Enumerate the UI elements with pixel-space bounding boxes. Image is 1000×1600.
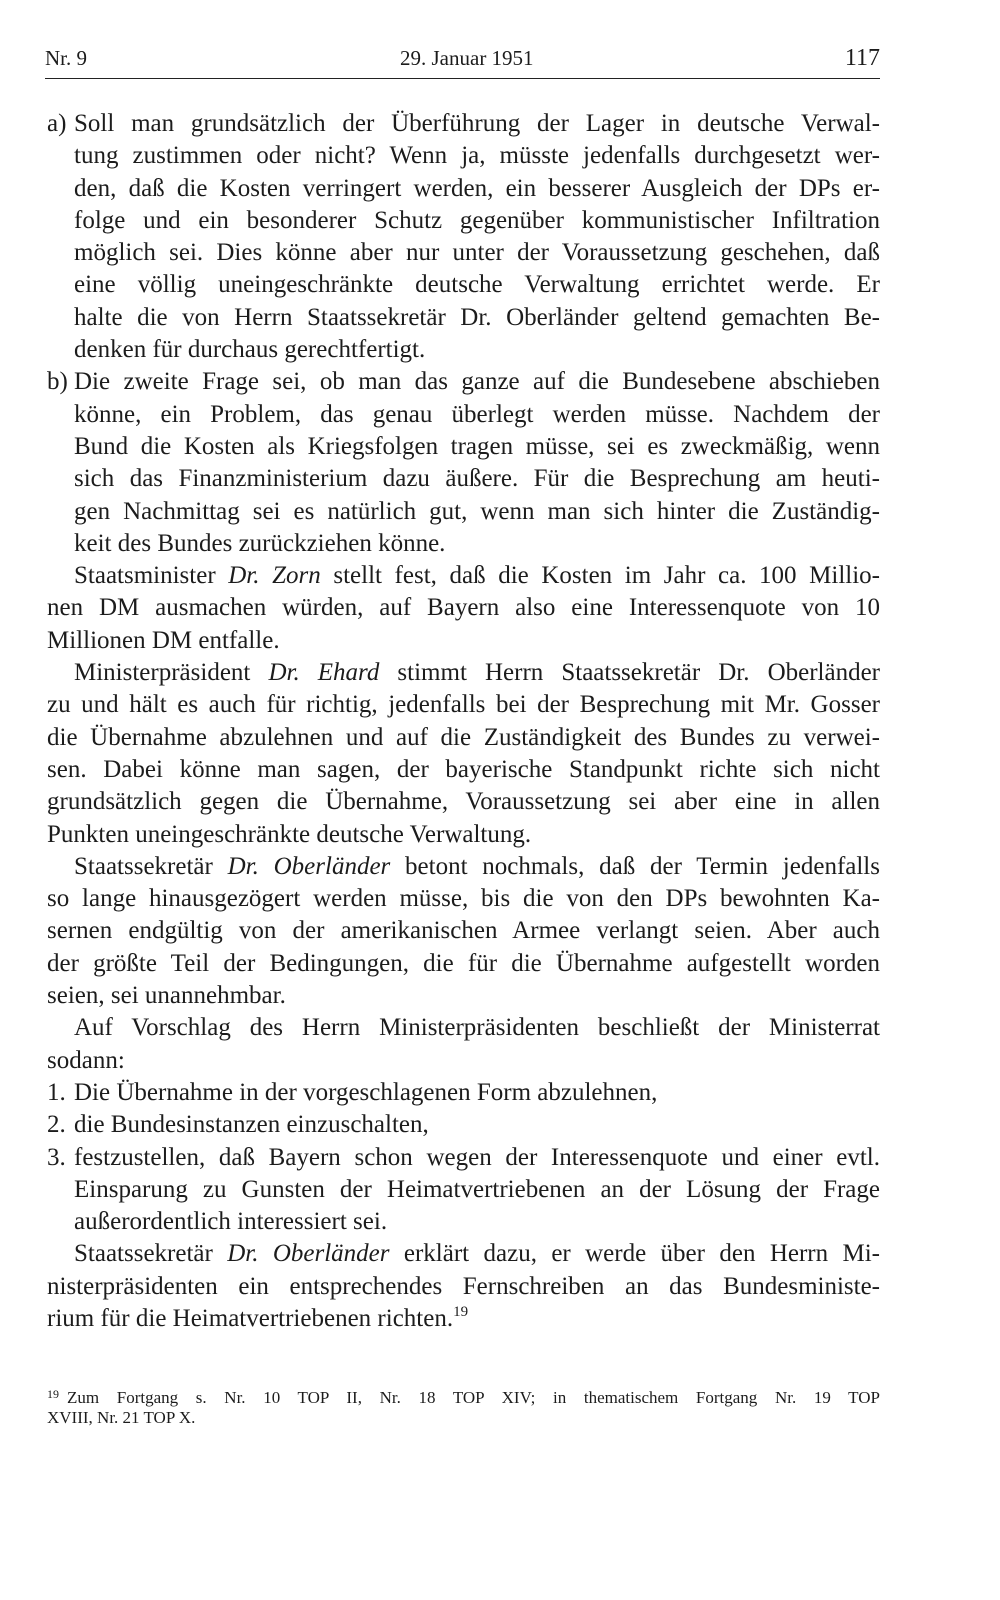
numbered-list <box>47 1077 880 1238</box>
text-line: zu und hält es auch für richtig, jedenfalls bei der Besprechung mit Mr. Gosser <box>47 691 880 719</box>
paragraph-resolution <box>47 1012 880 1077</box>
list-marker: 1. <box>47 1078 66 1106</box>
text-line: Millionen DM entfalle. <box>47 626 280 654</box>
text-line: erklärt dazu, er werde über den Herrn Mi- <box>389 1240 880 1268</box>
speaker-title: Staatssekretär <box>74 1240 228 1268</box>
document-body <box>47 108 880 1335</box>
paragraph-zorn <box>47 560 880 657</box>
footnote-text: Zum Fortgang s. Nr. 10 TOP II, Nr. 18 TOP XIV; in thematischem Fortgang Nr. 19 TOP <box>67 1388 880 1407</box>
document-number: Nr. 9 <box>45 46 87 70</box>
text-line: grundsätzlich gegen die Übernahme, Voraussetzung sei aber eine in allen <box>47 788 880 816</box>
text-line: die Bundesinstanzen einzuschalten, <box>74 1111 429 1139</box>
list-marker: b) <box>47 368 68 396</box>
running-header <box>45 42 880 79</box>
text-line: sen. Dabei könne man sagen, der bayerische Standpunkt richte sich nicht <box>47 755 880 783</box>
text-line: tung zustimmen oder nicht? Wenn ja, müsste jedenfalls durchgesetzt wer- <box>74 142 880 170</box>
text-line: die Übernahme abzulehnen und auf die Zuständigkeit des Bundes zu verwei- <box>47 723 880 751</box>
text-line: den, daß die Kosten verringert werden, ein besserer Ausgleich der DPs er- <box>74 174 880 202</box>
speaker-name: Dr. Oberländer <box>227 852 391 880</box>
text-line: nen DM ausmachen würden, auf Bayern also eine Interessenquote von 10 <box>47 594 880 622</box>
footnote-number: 19 <box>47 1387 59 1401</box>
footnote-reference[interactable]: 19 <box>453 1303 469 1320</box>
list-item-b <box>47 366 880 560</box>
footnote <box>47 1382 880 1430</box>
text-line: rium für die Heimatvertriebenen richten. <box>47 1304 454 1332</box>
text-line: der größte Teil der Bedingungen, die für die Übernahme aufgestellt worden <box>47 949 880 977</box>
text-line: folge und ein besonderer Schutz gegenüber kommunistischer Infiltration <box>74 206 880 234</box>
paragraph-oberlaender-2 <box>47 1238 880 1335</box>
text-line: seien, sei unannehmbar. <box>47 982 286 1010</box>
speaker-title: Ministerpräsident <box>74 659 269 687</box>
text-line: gen Nachmittag sei es natürlich gut, wenn man sich hinter die Zuständig- <box>74 497 880 525</box>
speaker-title: Staatssekretär <box>74 852 228 880</box>
speaker-name: Dr. Ehard <box>268 659 380 687</box>
list-item-1 <box>47 1077 880 1109</box>
text-line: sich das Finanzministerium dazu äußere. Für die Besprechung am heuti- <box>74 465 880 493</box>
text-line: sernen endgültig von der amerikanischen Armee verlangt seien. Aber auch <box>47 917 880 945</box>
text-line: Die zweite Frage sei, ob man das ganze auf die Bundesebene abschieben <box>74 368 880 396</box>
text-line: keit des Bundes zurückziehen könne. <box>74 529 446 557</box>
text-line: betont nochmals, daß der Termin jedenfalls <box>390 852 880 880</box>
text-line: Bund die Kosten als Kriegsfolgen tragen müsse, sei es zweckmäßig, wenn <box>74 432 880 460</box>
list-marker: a) <box>47 110 67 137</box>
text-line: stimmt Herrn Staatssekretär Dr. Oberländer <box>379 659 881 687</box>
text-line: Die Übernahme in der vorgeschlagenen Form abzulehnen, <box>74 1078 658 1106</box>
page-number: 117 <box>844 45 880 71</box>
text-line: sodann: <box>47 1046 125 1074</box>
text-line: Einsparung zu Gunsten der Heimatvertriebenen an der Lösung der Frage <box>74 1175 880 1203</box>
paragraph-oberlaender-1 <box>47 851 880 1012</box>
text-line: nisterpräsidenten ein entsprechendes Fernschreiben an das Bundesministe- <box>47 1272 880 1300</box>
text-line: denken für durchaus gerechtfertigt. <box>74 336 426 364</box>
speaker-name: Dr. Oberländer <box>227 1240 390 1268</box>
list-marker: 3. <box>47 1143 66 1171</box>
list-item-2 <box>47 1109 880 1141</box>
text-line: so lange hinausgezögert werden müsse, bis die von den DPs bewohnten Ka- <box>47 885 880 913</box>
text-line: stellt fest, daß die Kosten im Jahr ca. 100 Millio- <box>320 562 880 590</box>
text-line: außerordentlich interessiert sei. <box>74 1208 388 1236</box>
text-line: halte die von Herrn Staatssekretär Dr. Oberländer geltend gemachten Be- <box>74 303 880 331</box>
text-line: eine völlig uneingeschränkte deutsche Verwaltung errichtet werde. Er <box>74 271 880 299</box>
list-item-a <box>47 108 880 366</box>
speaker-title: Staatsminister <box>74 562 229 590</box>
document-date: 29. Januar 1951 <box>400 46 534 70</box>
text-line: Soll man grundsätzlich der Überführung der Lager in deutsche Verwal- <box>74 110 880 137</box>
text-line: festzustellen, daß Bayern schon wegen der Interessenquote und einer evtl. <box>74 1143 880 1171</box>
text-line: möglich sei. Dies könne aber nur unter der Voraussetzung geschehen, daß <box>74 239 880 267</box>
text-line: Punkten uneingeschränkte deutsche Verwaltung. <box>47 820 532 848</box>
footnote-text: XVIII, Nr. 21 TOP X. <box>47 1408 196 1427</box>
text-line: könne, ein Problem, das genau überlegt werden müsse. Nachdem der <box>74 400 880 428</box>
paragraph-ehard <box>47 657 880 851</box>
text-line: Auf Vorschlag des Herrn Ministerpräsidenten beschließt der Ministerrat <box>74 1014 880 1042</box>
speaker-name: Dr. Zorn <box>228 562 321 590</box>
list-marker: 2. <box>47 1111 66 1139</box>
list-item-3 <box>47 1142 880 1239</box>
